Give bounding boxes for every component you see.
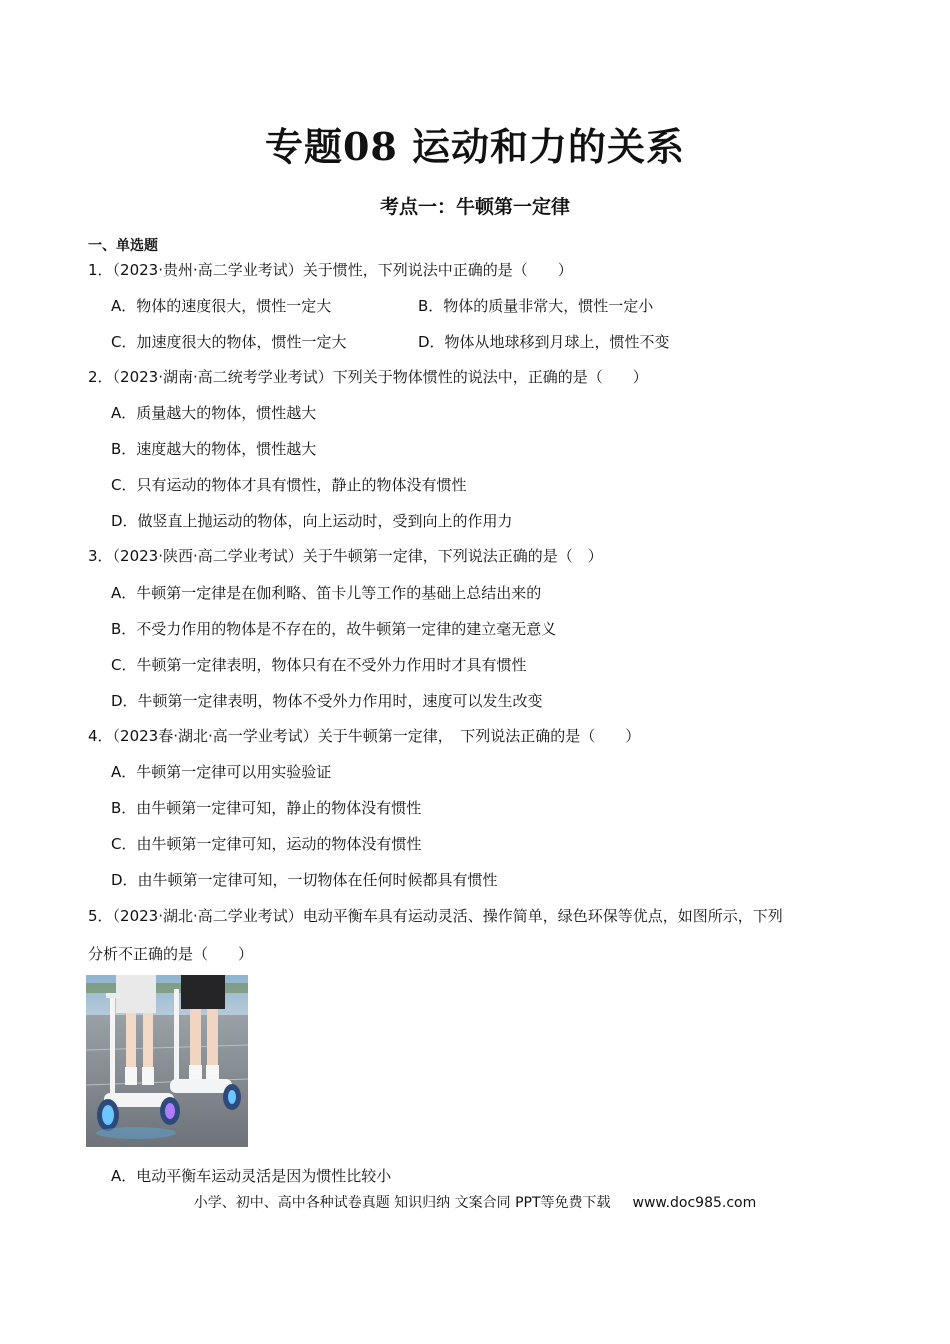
section-heading: 一、单选题 [88,238,158,254]
q4-option-d: D．由牛顿第一定律可知，一切物体在任何时候都具有惯性 [111,871,498,889]
q4-option-c: C．由牛顿第一定律可知，运动的物体没有惯性 [111,835,422,853]
q3-option-a: A．牛顿第一定律是在伽利略、笛卡儿等工作的基础上总结出来的 [111,584,542,602]
q3-option-d: D．牛顿第一定律表明，物体不受外力作用时，速度可以发生改变 [111,692,543,710]
page-title: 专题08 运动和力的关系 [264,124,686,169]
q5-option-a: A．电动平衡车运动灵活是因为惯性比较小 [111,1167,392,1185]
q3-option-c: C．牛顿第一定律表明，物体只有在不受外力作用时才具有惯性 [111,656,527,674]
question-3: 3．（2023·陕西·高二学业考试）关于牛顿第一定律，下列说法正确的是（ ） [88,547,603,565]
question-1: 1．（2023·贵州·高二学业考试）关于惯性，下列说法中正确的是（ ） [88,261,573,279]
q1-option-c: C．加速度很大的物体，惯性一定大 [111,333,347,351]
footer-text: 小学、初中、高中各种试卷真题 知识归纳 文案合同 PPT等免费下载 [193,1195,611,1211]
q1-option-d: D．物体从地球移到月球上，惯性不变 [418,333,670,351]
question-5-line-1: 5．（2023·湖北·高二学业考试）电动平衡车具有运动灵活、操作简单，绿色环保等优点，如图所示，下列 [88,907,783,925]
balance-scooter-photo [86,975,248,1147]
question-4: 4．（2023春·湖北·高一学业考试）关于牛顿第一定律， 下列说法正确的是（ ） [88,727,641,745]
q4-option-a: A．牛顿第一定律可以用实验验证 [111,763,332,781]
q2-option-d: D．做竖直上抛运动的物体，向上运动时，受到向上的作用力 [111,512,513,530]
question-2: 2．（2023·湖南·高二统考学业考试）下列关于物体惯性的说法中，正确的是（ ） [88,368,648,386]
topic-subtitle: 考点一：牛顿第一定律 [379,196,570,218]
q1-option-b: B．物体的质量非常大，惯性一定小 [418,297,654,315]
footer-url[interactable]: www.doc985.com [632,1195,757,1211]
q4-option-b: B．由牛顿第一定律可知，静止的物体没有惯性 [111,799,422,817]
q1-option-a: A．物体的速度很大，惯性一定大 [111,297,332,315]
q2-option-b: B．速度越大的物体，惯性越大 [111,440,317,458]
q2-option-c: C．只有运动的物体才具有惯性，静止的物体没有惯性 [111,476,467,494]
page-footer [0,1192,950,1212]
q3-option-b: B．不受力作用的物体是不存在的，故牛顿第一定律的建立毫无意义 [111,620,557,638]
question-5-line-2: 分析不正确的是（ ） [88,945,254,963]
q2-option-a: A．质量越大的物体，惯性越大 [111,404,317,422]
